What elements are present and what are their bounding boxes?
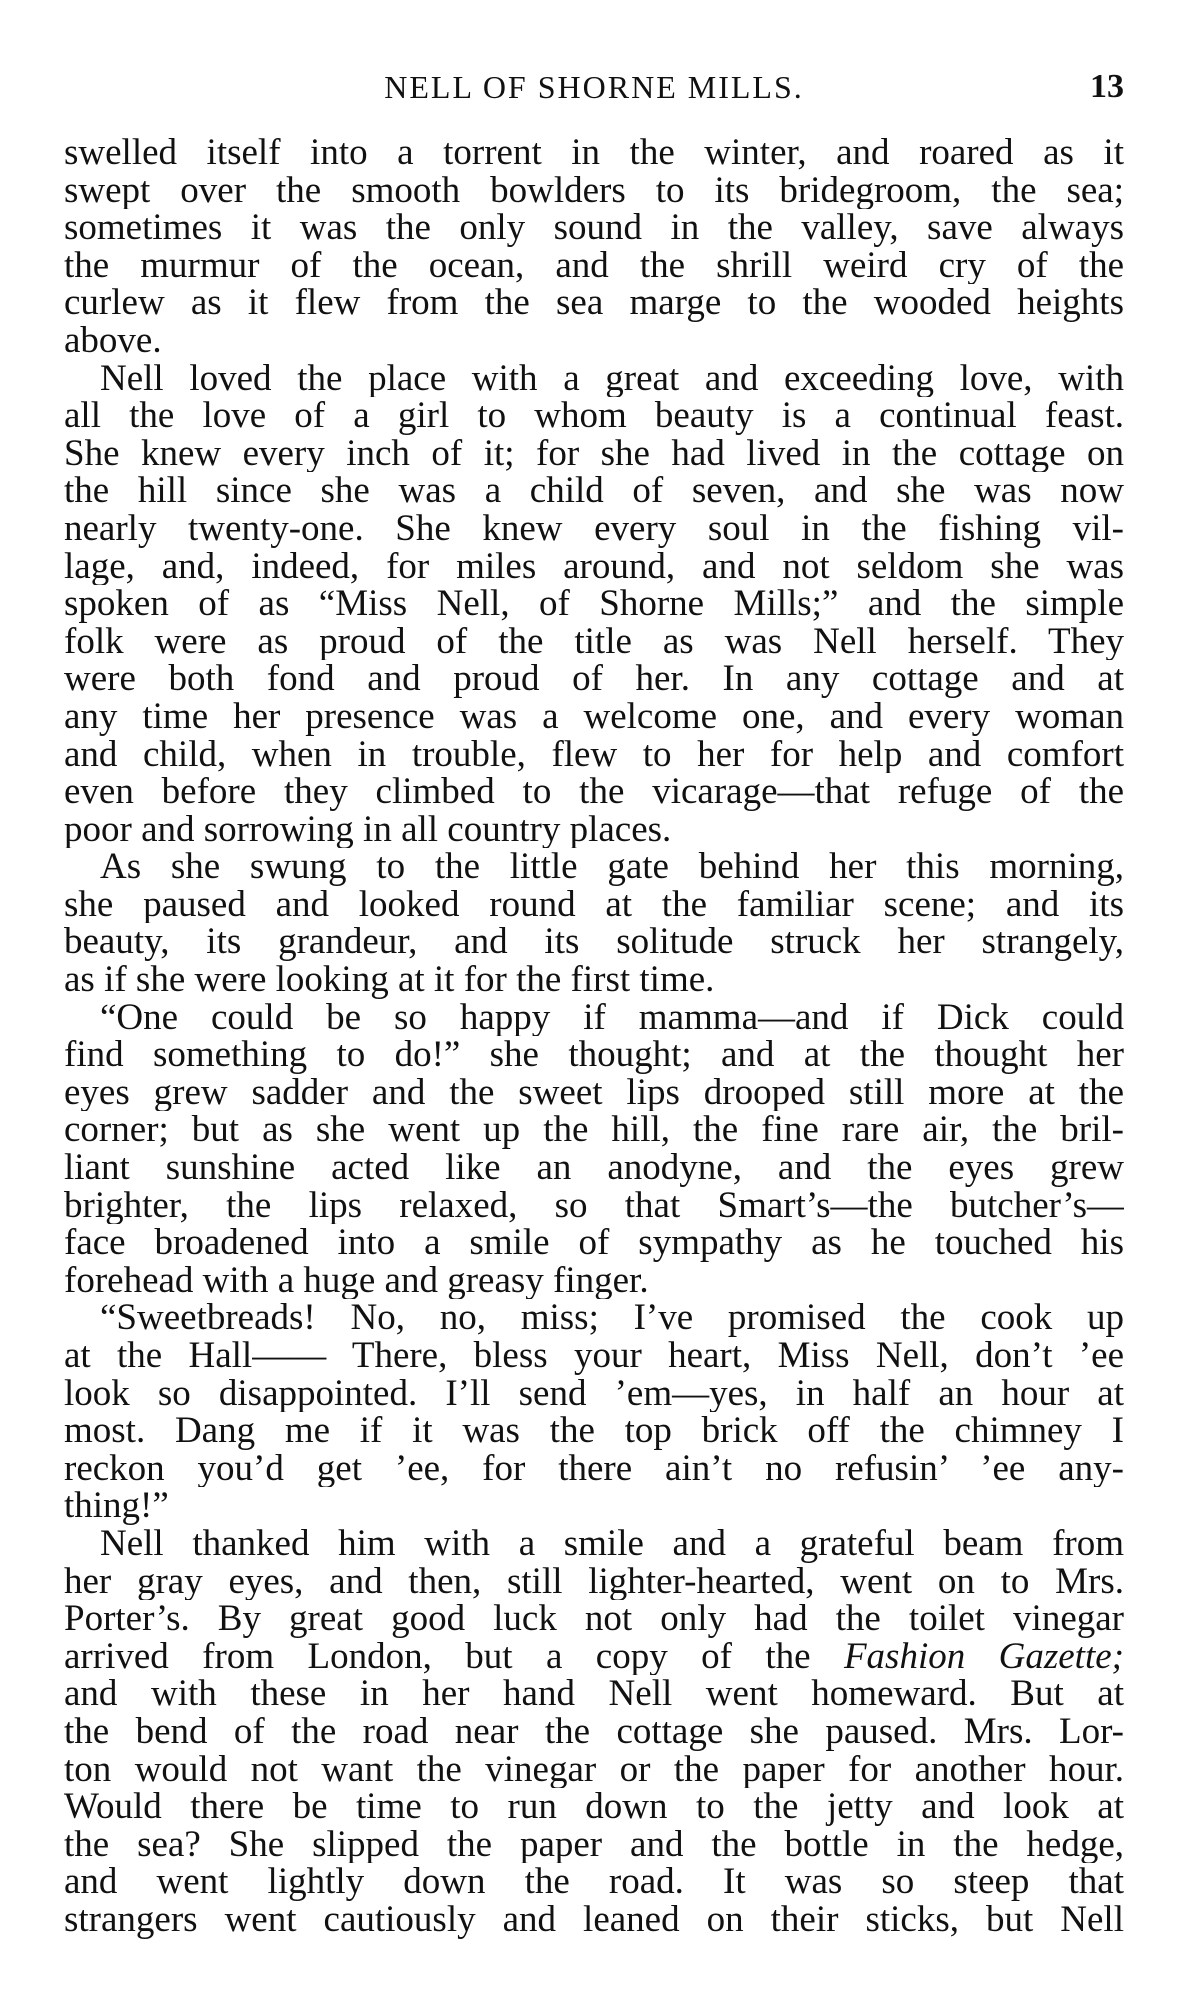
text-line: thing!”	[64, 1487, 169, 1525]
text-line: even before they climbed to the vicarage—that refuge of the	[64, 773, 1124, 811]
text-line: the murmur of the ocean, and the shrill weird cry of the	[64, 246, 1124, 285]
text-line: folk were as proud of the title as was Nell herself. They	[64, 622, 1124, 661]
text-line: forehead with a huge and greasy finger.	[64, 1261, 649, 1300]
text-line: strangers went cautiously and leaned on their sticks, but Nell	[64, 1900, 1124, 1939]
text-line: curlew as it flew from the sea marge to the wooded heights	[64, 284, 1124, 322]
text-line: look so disappointed. I’ll send ’em—yes, in half an hour at	[64, 1374, 1124, 1413]
paragraph	[64, 360, 1124, 849]
text-line: the bend of the road near the cottage she paused. Mrs. Lor-	[64, 1712, 1124, 1751]
text-line: sometimes it was the only sound in the valley, save always	[64, 209, 1124, 247]
running-title: NELL OF SHORNE MILLS.	[384, 69, 804, 105]
text-line: “Sweetbreads! No, no, miss; I’ve promised the cook up	[100, 1299, 1124, 1337]
text-line: find something to do!” she thought; and at the thought her	[64, 1036, 1124, 1074]
text-line: and with these in her hand Nell went homeward. But at	[64, 1675, 1124, 1713]
text-line: Nell thanked him with a smile and a grateful beam from	[100, 1524, 1124, 1563]
text-line: the sea? She slipped the paper and the bottle in the hedge,	[64, 1825, 1124, 1864]
text-line: reckon you’d get ’ee, for there ain’t no refusin’ ’ee any-	[64, 1449, 1124, 1488]
text-line: most. Dang me if it was the top brick off the chimney I	[64, 1412, 1124, 1450]
text-line: nearly twenty-one. She knew every soul in the fishing vil-	[64, 509, 1124, 548]
text-line: beauty, its grandeur, and its solitude struck her strangely,	[64, 923, 1124, 962]
text-line: liant sunshine acted like an anodyne, and the eyes grew	[64, 1149, 1124, 1187]
body-text	[64, 134, 1124, 1939]
page-number: 13	[1090, 68, 1124, 105]
text-line: As she swung to the little gate behind her this morning,	[100, 848, 1124, 886]
text-line: “One could be so happy if mamma—and if Dick could	[100, 998, 1124, 1037]
text-line: she paused and looked round at the familiar scene; and its	[64, 885, 1124, 924]
text-line: at the Hall—— There, bless your heart, Miss Nell, don’t ’ee	[64, 1337, 1124, 1375]
text-line: arrived from London, but a copy of the Fashion Gazette;	[64, 1637, 1124, 1676]
text-line: her gray eyes, and then, still lighter-hearted, went on to Mrs.	[64, 1562, 1124, 1601]
paragraph	[64, 1299, 1124, 1525]
text-line: above.	[64, 321, 162, 360]
paragraph	[64, 1525, 1124, 1939]
text-line: face broadened into a smile of sympathy as he touched his	[64, 1224, 1124, 1262]
paragraph	[64, 848, 1124, 998]
text-line: Would there be time to run down to the jetty and look at	[64, 1788, 1124, 1826]
text-line: poor and sorrowing in all country places.	[64, 810, 672, 849]
paragraph	[64, 134, 1124, 360]
text-line: all the love of a girl to whom beauty is a continual feast.	[64, 397, 1124, 435]
text-line: swelled itself into a torrent in the winter, and roared as it	[64, 134, 1124, 172]
text-line: were both fond and proud of her. In any cottage and at	[64, 660, 1124, 698]
text-line: She knew every inch of it; for she had lived in the cottage on	[64, 434, 1124, 473]
text-line: ton would not want the vinegar or the paper for another hour.	[64, 1750, 1124, 1789]
text-line: any time her presence was a welcome one, and every woman	[64, 697, 1124, 736]
text-line: and went lightly down the road. It was so steep that	[64, 1863, 1124, 1901]
paragraph	[64, 999, 1124, 1300]
text-line: Porter’s. By great good luck not only had the toilet vinegar	[64, 1600, 1124, 1638]
text-line: swept over the smooth bowlders to its bridegroom, the sea;	[64, 171, 1124, 210]
text-line: eyes grew sadder and the sweet lips drooped still more at the	[64, 1073, 1124, 1112]
text-line: the hill since she was a child of seven, and she was now	[64, 472, 1124, 510]
text-line: lage, and, indeed, for miles around, and not seldom she was	[64, 547, 1124, 586]
text-line: corner; but as she went up the hill, the fine rare air, the bril-	[64, 1111, 1124, 1150]
text-line: spoken of as “Miss Nell, of Shorne Mills;” and the simple	[64, 585, 1124, 623]
text-line: Nell loved the place with a great and exceeding love, with	[100, 359, 1124, 398]
running-head	[64, 62, 1124, 112]
text-line: and child, when in trouble, flew to her for help and comfort	[64, 735, 1124, 774]
text-line: as if she were looking at it for the first time.	[64, 961, 715, 999]
text-line: brighter, the lips relaxed, so that Smart’s—the butcher’s—	[64, 1186, 1124, 1225]
